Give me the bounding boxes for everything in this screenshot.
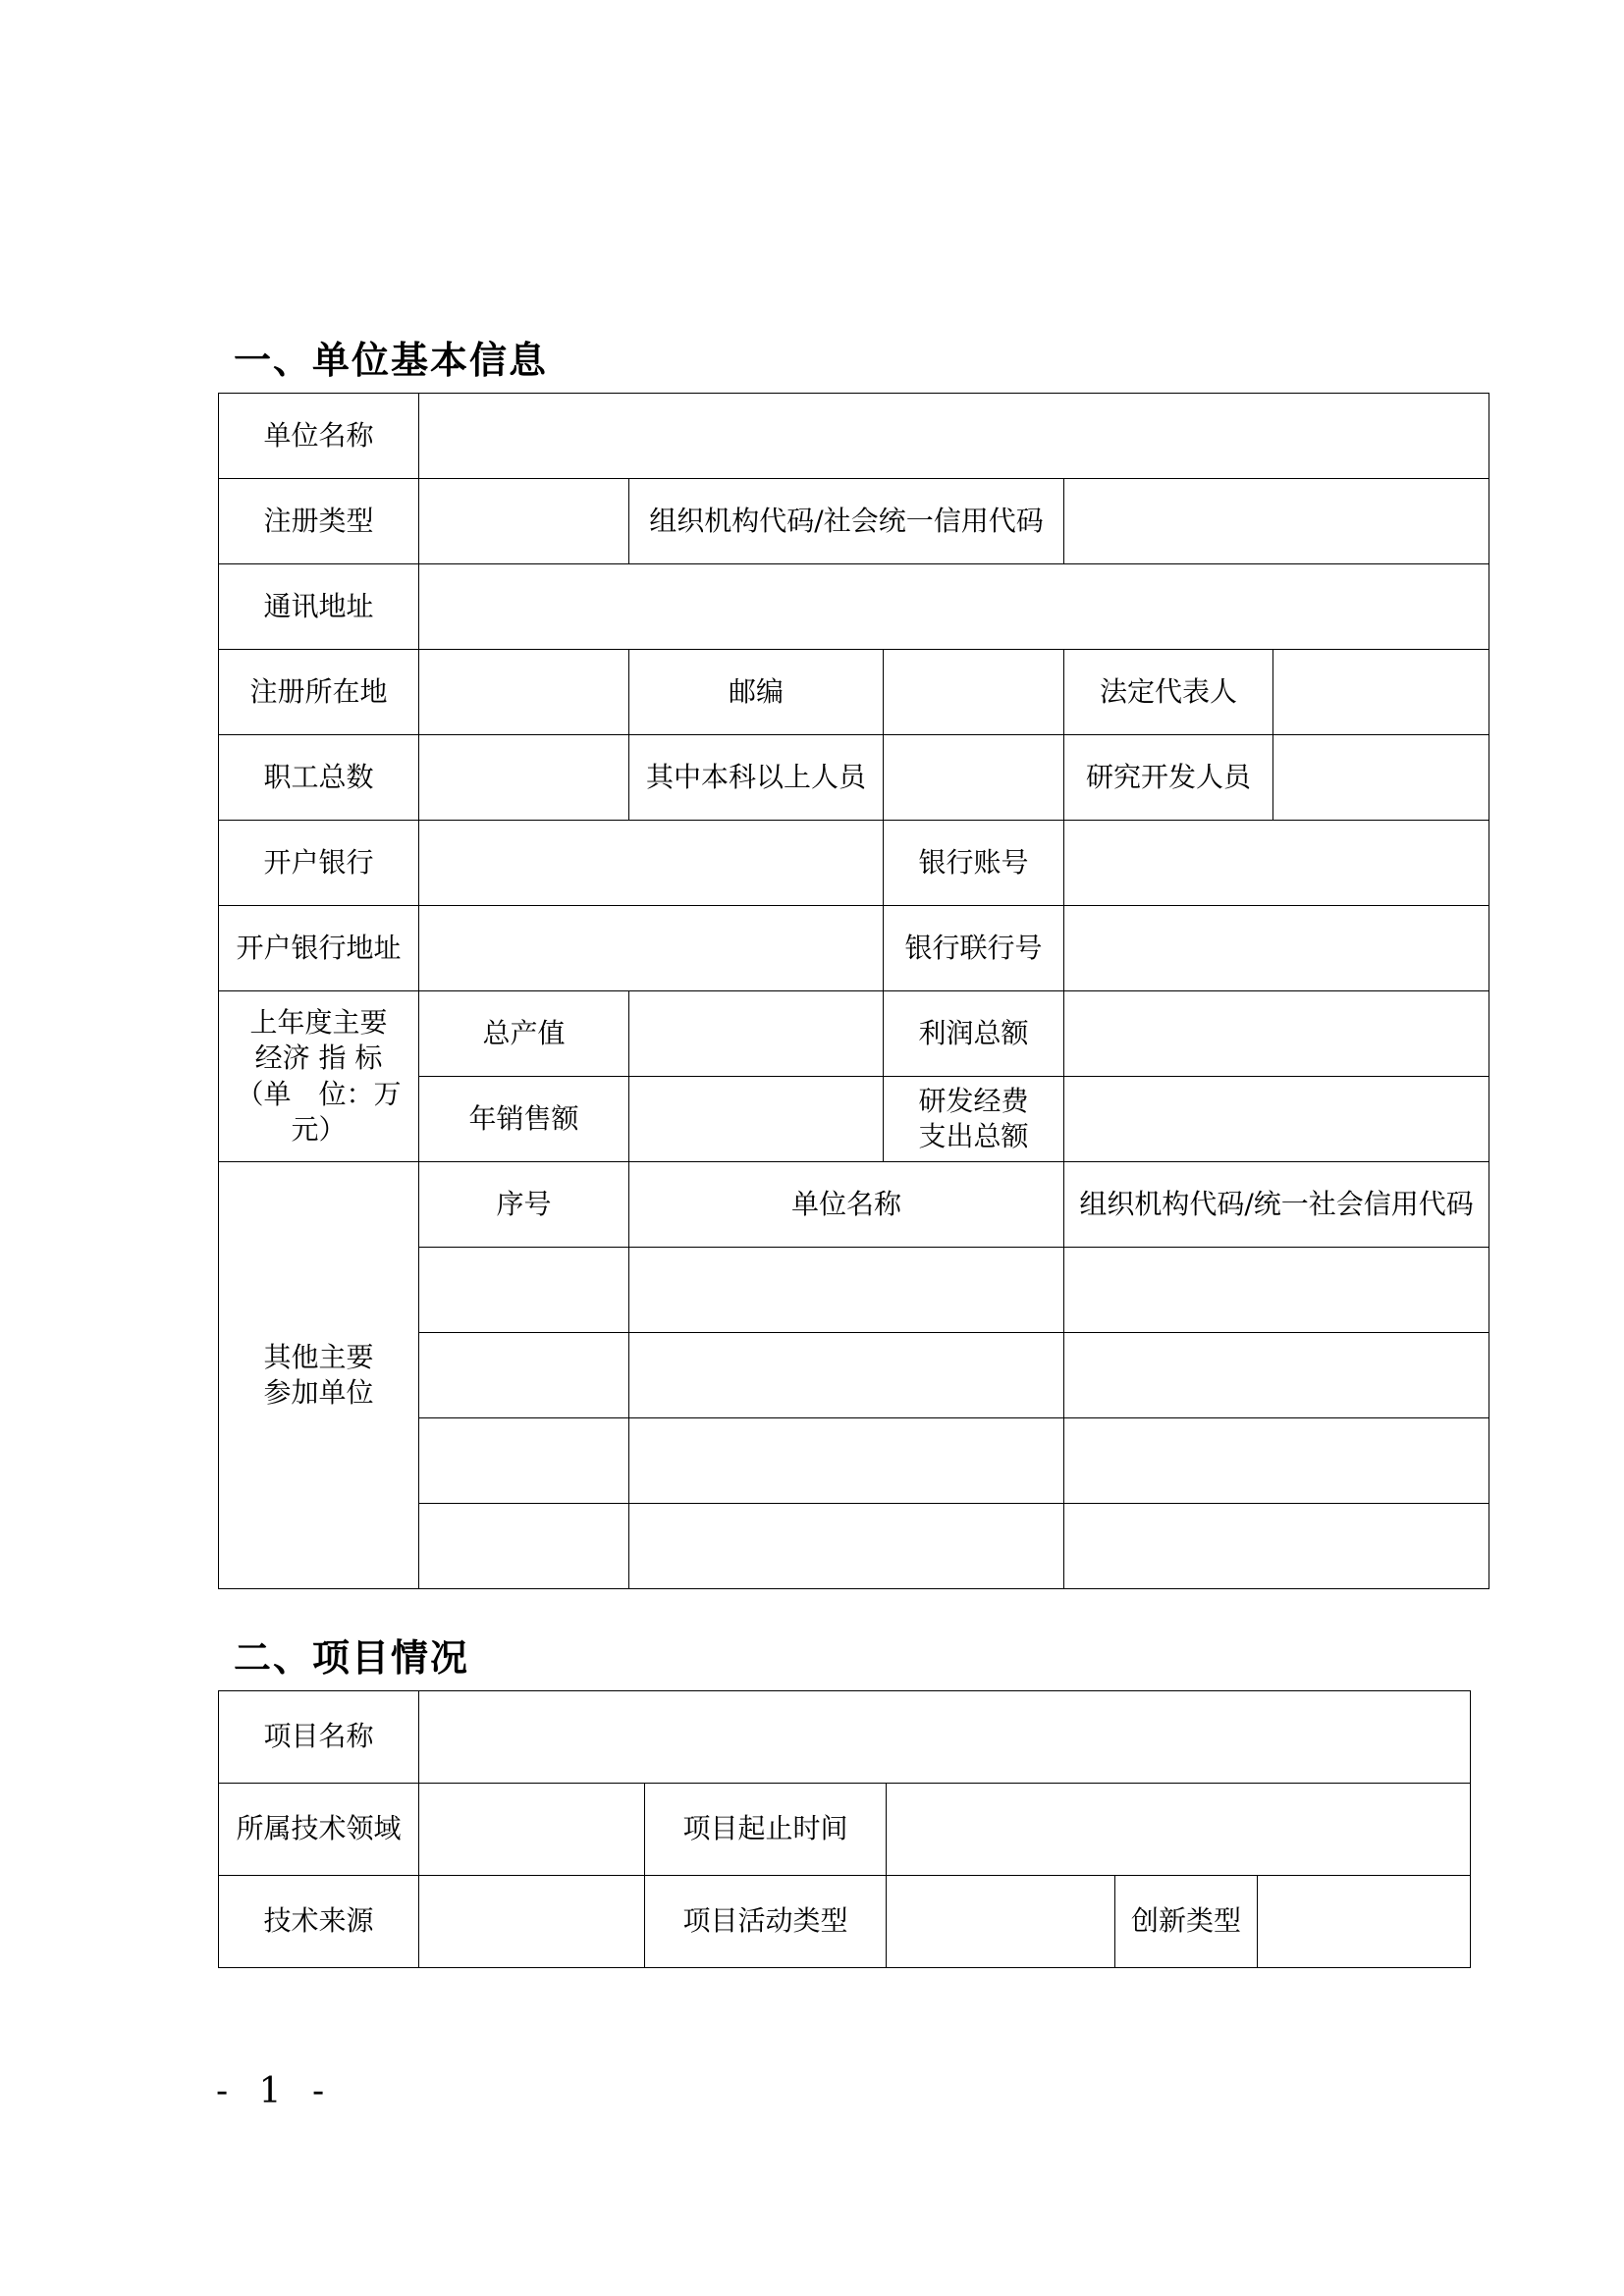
project-info-table [218, 1690, 1471, 1968]
label-bachelor-plus: 其中本科以上人员 [629, 735, 884, 821]
input-postcode[interactable] [884, 650, 1064, 735]
input-participant-seq[interactable] [419, 1248, 629, 1333]
input-activity-type[interactable] [887, 1876, 1115, 1968]
label-economic-indicators [219, 991, 419, 1162]
label-legal-rep: 法定代表人 [1064, 650, 1273, 735]
input-bank-joint-no[interactable] [1064, 906, 1489, 991]
label-bank-joint-no: 银行联行号 [884, 906, 1064, 991]
econ-label-line-3: （单 位：万元） [236, 1077, 402, 1146]
label-project-name: 项目名称 [219, 1691, 419, 1784]
input-reg-type[interactable] [419, 479, 629, 564]
other-label-line-1: 其他主要 [263, 1340, 374, 1373]
input-project-period[interactable] [887, 1784, 1471, 1876]
input-bank[interactable] [419, 821, 884, 906]
input-reg-location[interactable] [419, 650, 629, 735]
label-activity-type: 项目活动类型 [645, 1876, 887, 1968]
label-bank: 开户银行 [219, 821, 419, 906]
input-participant-name[interactable] [629, 1504, 1064, 1589]
table-row [219, 1876, 1471, 1968]
label-address: 通讯地址 [219, 564, 419, 650]
econ-label-line-1: 上年度主要 [249, 1005, 388, 1039]
label-tech-source: 技术来源 [219, 1876, 419, 1968]
rd-label-line-1: 研发经费 [918, 1084, 1029, 1117]
input-address[interactable] [419, 564, 1489, 650]
label-total-profit: 利润总额 [884, 991, 1064, 1077]
input-org-code[interactable] [1064, 479, 1489, 564]
rd-label-line-2: 支出总额 [918, 1120, 1029, 1152]
other-label-line-2: 参加单位 [263, 1376, 374, 1409]
input-participant-code[interactable] [1064, 1504, 1489, 1589]
input-project-name[interactable] [419, 1691, 1471, 1784]
unit-info-table [218, 393, 1489, 1589]
label-gross-output: 总产值 [419, 991, 629, 1077]
label-unit-name: 单位名称 [219, 394, 419, 479]
label-reg-type: 注册类型 [219, 479, 419, 564]
label-bank-address: 开户银行地址 [219, 906, 419, 991]
table-row [219, 564, 1489, 650]
table-row [219, 479, 1489, 564]
input-rd-staff[interactable] [1273, 735, 1489, 821]
input-total-profit[interactable] [1064, 991, 1489, 1077]
input-participant-name[interactable] [629, 1248, 1064, 1333]
input-tech-field[interactable] [419, 1784, 645, 1876]
label-project-period: 项目起止时间 [645, 1784, 887, 1876]
label-reg-location: 注册所在地 [219, 650, 419, 735]
input-participant-seq[interactable] [419, 1333, 629, 1418]
header-org-code: 组织机构代码/统一社会信用代码 [1064, 1162, 1489, 1248]
table-row [219, 1162, 1489, 1248]
input-bank-address[interactable] [419, 906, 884, 991]
label-staff-total: 职工总数 [219, 735, 419, 821]
page-number: - 1 - [216, 2071, 335, 2111]
input-innovation-type[interactable] [1258, 1876, 1471, 1968]
input-staff-total[interactable] [419, 735, 629, 821]
input-unit-name[interactable] [419, 394, 1489, 479]
input-bank-account[interactable] [1064, 821, 1489, 906]
table-row [219, 1784, 1471, 1876]
table-row [219, 906, 1489, 991]
header-seq: 序号 [419, 1162, 629, 1248]
input-rd-expenditure[interactable] [1064, 1077, 1489, 1162]
table-row [219, 821, 1489, 906]
table-row [219, 394, 1489, 479]
label-rd-staff: 研究开发人员 [1064, 735, 1273, 821]
input-bachelor-plus[interactable] [884, 735, 1064, 821]
table-row [219, 1691, 1471, 1784]
input-participant-seq[interactable] [419, 1504, 629, 1589]
input-gross-output[interactable] [629, 991, 884, 1077]
table-row [219, 735, 1489, 821]
label-other-participants [219, 1162, 419, 1589]
table-row [219, 991, 1489, 1077]
label-tech-field: 所属技术领域 [219, 1784, 419, 1876]
input-participant-code[interactable] [1064, 1248, 1489, 1333]
label-bank-account: 银行账号 [884, 821, 1064, 906]
input-participant-code[interactable] [1064, 1333, 1489, 1418]
section-2-title: 二、项目情况 [234, 1636, 470, 1680]
label-innovation-type: 创新类型 [1115, 1876, 1258, 1968]
input-participant-seq[interactable] [419, 1418, 629, 1504]
label-postcode: 邮编 [629, 650, 884, 735]
label-org-code: 组织机构代码/社会统一信用代码 [629, 479, 1064, 564]
label-annual-sales: 年销售额 [419, 1077, 629, 1162]
table-row [219, 650, 1489, 735]
input-participant-name[interactable] [629, 1418, 1064, 1504]
econ-label-line-2: 经济 指 标 [254, 1041, 383, 1075]
input-tech-source[interactable] [419, 1876, 645, 1968]
input-annual-sales[interactable] [629, 1077, 884, 1162]
header-unit-name: 单位名称 [629, 1162, 1064, 1248]
input-participant-code[interactable] [1064, 1418, 1489, 1504]
label-rd-expenditure [884, 1077, 1064, 1162]
input-legal-rep[interactable] [1273, 650, 1489, 735]
section-1-title: 一、单位基本信息 [234, 339, 549, 382]
input-participant-name[interactable] [629, 1333, 1064, 1418]
